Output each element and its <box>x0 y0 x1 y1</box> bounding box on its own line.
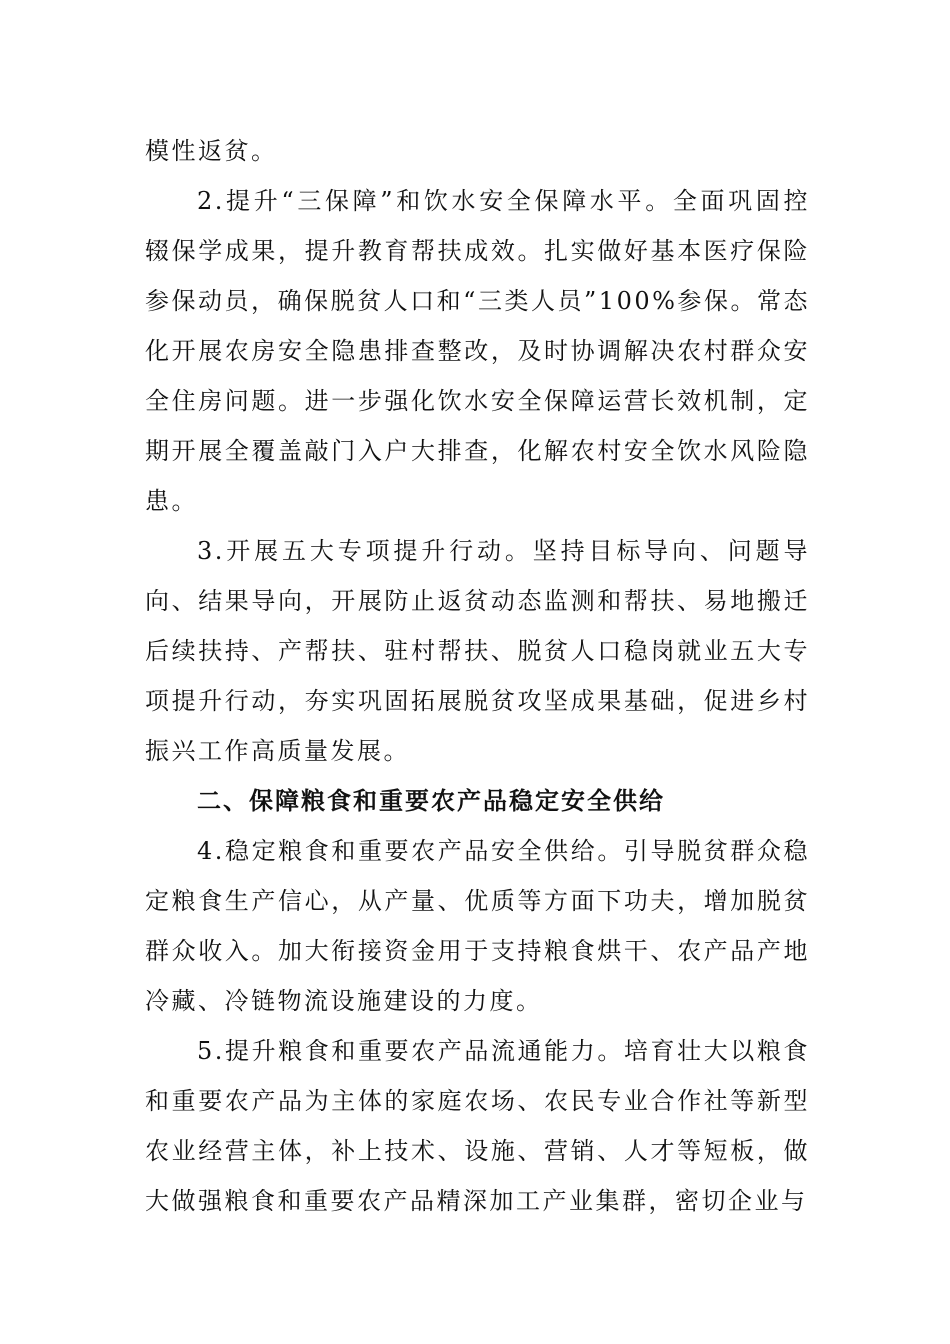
paragraph-4-grain-supply: 4.稳定粮食和重要农产品安全供给。引导脱贫群众稳定粮食生产信心，从产量、优质等方面下功夫，增加脱贫群众收入。加大衔接资金用于支持粮食烘干、农产品产地冷藏、冷链物流设施建设的力度。 <box>145 837 810 1015</box>
section-heading-2: 二、保障粮食和重要农产品稳定安全供给 <box>197 787 665 815</box>
continuation-paragraph: 模性返贫。 <box>145 137 278 165</box>
paragraph-3-five-actions: 3.开展五大专项提升行动。坚持目标导向、问题导向、结果导向，开展防止返贫动态监测和帮扶、易地搬迁后续扶持、产帮扶、驻村帮扶、脱贫人口稳岗就业五大专项提升行动，夯实巩固拓展脱贫攻坚成果基础，促进乡村振兴工作高质量发展。 <box>145 537 810 765</box>
paragraph-5-grain-circulation: 5.提升粮食和重要农产品流通能力。培育壮大以粮食和重要农产品为主体的家庭农场、农民专业合作社等新型农业经营主体，补上技术、设施、营销、人才等短板，做大做强粮食和重要农产品精深加工产业集群，密切企业与 <box>145 1037 810 1215</box>
paragraph-2-three-guarantees: 2.提升“三保障”和饮水安全保障水平。全面巩固控辍保学成果，提升教育帮扶成效。扎实做好基本医疗保险参保动员，确保脱贫人口和“三类人员”100%参保。常态化开展农房安全隐患排查整改，及时协调解决农村群众安全住房问题。进一步强化饮水安全保障运营长效机制，定期开展全覆盖敲门入户大排查，化解农村安全饮水风险隐患。 <box>145 187 810 515</box>
document-body <box>145 126 810 1226</box>
